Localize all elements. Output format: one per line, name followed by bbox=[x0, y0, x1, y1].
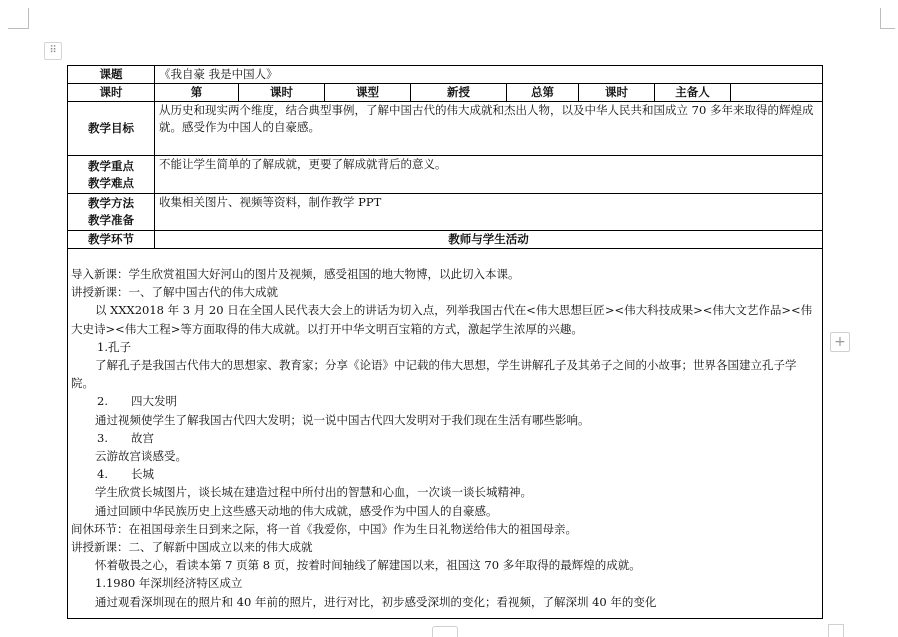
method-label-1: 教学方法 bbox=[88, 196, 134, 210]
body-paragraph: 通过视频使学生了解我国古代四大发明；说一说中国古代四大发明对于我们现在生活有哪些影响。 bbox=[95, 412, 590, 427]
period-cell[interactable]: 主备人 bbox=[655, 84, 731, 102]
list-number: 2. bbox=[97, 394, 108, 409]
body-paragraph: 讲授新课：一、了解中国古代的伟大成就 bbox=[71, 285, 278, 300]
method-label bbox=[68, 194, 155, 231]
body-paragraph: 间休环节：在祖国母亲生日到来之际，将一首《我爱你，中国》作为生日礼物送给伟大的祖国母亲。 bbox=[71, 521, 577, 536]
add-row-button[interactable]: + bbox=[830, 332, 850, 352]
lesson-plan-table bbox=[67, 65, 823, 619]
page-bottom-marker bbox=[432, 626, 458, 637]
body-paragraph: 讲授新课：二、了解新中国成立以来的伟大成就 bbox=[71, 540, 313, 555]
key-points-label bbox=[68, 156, 155, 194]
topic-label: 课题 bbox=[68, 66, 155, 84]
body-paragraph: 了解孔子是我国古代伟大的思想家、教育家；分享《论语》中记载的伟大思想，学生讲解孔子及其弟子之间的小故事；世界各国建立孔子学院。 bbox=[71, 358, 797, 391]
topic-value[interactable]: 《我自豪 我是中国人》 bbox=[155, 66, 823, 84]
table-drag-handle-icon[interactable]: ⠿ bbox=[44, 42, 62, 60]
key-points-text[interactable]: 不能让学生简单的了解成就，更要了解成就背后的意义。 bbox=[155, 156, 823, 194]
period-cell[interactable]: 新授 bbox=[411, 84, 507, 102]
method-label-2: 教学准备 bbox=[88, 213, 134, 227]
body-paragraph: 导入新课：学生欣赏祖国大好河山的图片及视频，感受祖国的地大物博，以此切入本课。 bbox=[71, 267, 520, 281]
list-heading bbox=[71, 392, 819, 410]
list-heading bbox=[71, 429, 819, 447]
stage-label: 教学环节 bbox=[68, 231, 155, 249]
key-label-1: 教学重点 bbox=[88, 158, 134, 173]
period-label: 课时 bbox=[68, 84, 155, 102]
list-heading bbox=[71, 465, 819, 483]
crop-mark-top-left bbox=[8, 8, 29, 29]
period-cell[interactable]: 课时 bbox=[239, 84, 325, 102]
body-paragraph: 通过观看深圳现在的照片和 40 年前的照片，进行对比，初步感受深圳的变化；看视频，了解深圳 40 年的变化 bbox=[95, 594, 657, 609]
period-cell[interactable]: 课时 bbox=[579, 84, 655, 102]
list-heading: 1.孔子 bbox=[97, 339, 131, 354]
period-cell[interactable]: 第 bbox=[155, 84, 239, 102]
method-text[interactable]: 收集相关图片、视频等资料，制作教学 PPT bbox=[155, 194, 823, 231]
activity-body[interactable] bbox=[68, 249, 823, 619]
period-cell[interactable]: 总第 bbox=[507, 84, 579, 102]
list-title: 故宫 bbox=[131, 430, 154, 445]
list-number: 3. bbox=[97, 430, 108, 445]
list-title: 四大发明 bbox=[131, 394, 177, 409]
crop-mark-top-right bbox=[880, 8, 895, 29]
body-paragraph: 通过回顾中华民族历史上这些感天动地的伟大成就，感受作为中国人的自豪感。 bbox=[95, 503, 498, 518]
list-heading: 1.1980 年深圳经济特区成立 bbox=[95, 576, 243, 591]
period-cell[interactable] bbox=[731, 84, 823, 102]
list-number: 4. bbox=[97, 467, 108, 482]
crop-mark-bottom-right bbox=[828, 624, 844, 637]
key-label-2: 教学难点 bbox=[88, 175, 134, 190]
activity-label: 教师与学生活动 bbox=[155, 231, 823, 249]
body-paragraph: 云游故宫谈感受。 bbox=[95, 449, 187, 464]
body-paragraph: 以 XXX2018 年 3 月 20 日在全国人民代表大会上的讲话为切入点，列举我国古代在<伟大思想巨匠><伟大科技成果><伟大文艺作品><伟大史诗><伟大工程>等方面取得的伟大成就。以打开中华文明百宝箱的方式，激起学生浓厚的兴趣。 bbox=[71, 303, 813, 336]
body-paragraph: 学生欣赏长城图片，谈长城在建造过程中所付出的智慧和心血，一次谈一谈长城精神。 bbox=[95, 485, 532, 500]
goals-label: 教学目标 bbox=[68, 102, 155, 156]
body-paragraph: 怀着敬畏之心，看读本第 7 页第 8 页，按着时间轴线了解建国以来，祖国这 70 多年取得的最辉煌的成就。 bbox=[95, 558, 641, 573]
period-cell[interactable]: 课型 bbox=[325, 84, 411, 102]
list-title: 长城 bbox=[131, 467, 154, 482]
goals-text[interactable]: 从历史和现实两个维度，结合典型事例，了解中国古代的伟大成就和杰出人物，以及中华人民共和国成立 70 多年来取得的辉煌成就。感受作为中国人的自豪感。 bbox=[155, 102, 823, 156]
